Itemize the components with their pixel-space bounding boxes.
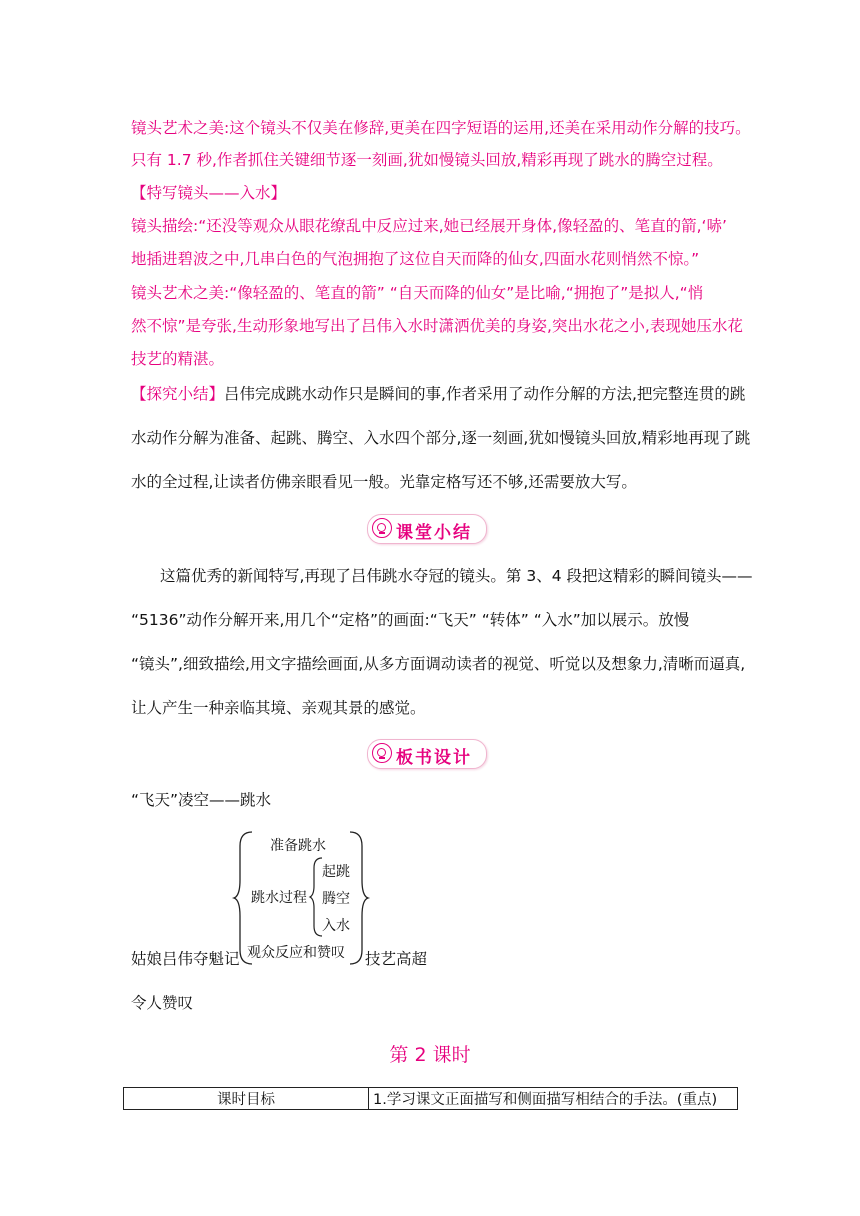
closeup-desc-line-1: 镜头描绘:“还没等观众从眼花缭乱中反应过来,她已经展开身体,像轻盈的、笔直的箭,‘哧’ xyxy=(131,217,727,235)
class-summary-line-3: “镜头”,细致描绘,用文字描绘画面,从多方面调动读者的视觉、听觉以及想象力,清晰而逼真, xyxy=(131,655,746,673)
art-beauty-line-2: 只有 1.7 秒,作者抓住关键细节逐一刻画,犹如慢镜头回放,精彩再现了跳水的腾空过程。 xyxy=(131,151,723,169)
art-beauty-line-1: 镜头艺术之美:这个镜头不仅美在修辞,更美在四字短语的运用,还美在采用动作分解的技巧。 xyxy=(131,119,751,137)
board-sub-item-takeoff: 起跳 xyxy=(322,864,350,880)
closeup-art-line-3: 技艺的精湛。 xyxy=(131,350,225,368)
closeup-art-line-2: 然不惊”是夸张,生动形象地写出了吕伟入水时潇洒优美的身姿,突出水花之小,表现她压水花 xyxy=(131,317,743,335)
summary-label: 【探究小结】 xyxy=(131,385,225,403)
lesson-goals-table xyxy=(123,1087,738,1110)
closeup-art-line-1: 镜头艺术之美:“像轻盈的、笔直的箭” “自天而降的仙女”是比喻,“拥抱了”是拟人,“悄 xyxy=(131,284,704,302)
board-sub-item-flight: 腾空 xyxy=(322,891,350,907)
class-summary-line-4: 让人产生一种亲临其境、亲观其景的感觉。 xyxy=(131,699,426,717)
board-sub-item-entry: 入水 xyxy=(322,918,350,934)
summary-text-1: 吕伟完成跳水动作只是瞬间的事,作者采用了动作分解的方法,把完整连贯的跳 xyxy=(224,385,746,403)
outer-right-brace xyxy=(350,832,368,964)
board-left-label: 姑娘吕伟夺魁记 xyxy=(131,950,240,968)
board-design-badge-label: 板书设计 xyxy=(396,748,472,768)
board-item-audience: 观众反应和赞叹 xyxy=(247,945,345,961)
class-summary-badge-label: 课堂小结 xyxy=(396,523,472,543)
summary-line-3: 水的全过程,让读者仿佛亲眼看见一般。光靠定格写还不够,还需要放大写。 xyxy=(131,473,637,491)
board-item-process: 跳水过程 xyxy=(251,890,307,906)
summary-line-2: 水动作分解为准备、起跳、腾空、入水四个部分,逐一刻画,犹如慢镜头回放,精彩地再现了跳 xyxy=(131,429,751,447)
board-title: “飞天”凌空——跳水 xyxy=(131,791,272,809)
closeup-heading: 【特写镜头——入水】 xyxy=(131,184,287,202)
class-summary-line-1: 这篇优秀的新闻特写,再现了吕伟跳水夺冠的镜头。第 3、4 段把这精彩的瞬间镜头—— xyxy=(160,567,753,585)
board-right-label-2: 令人赞叹 xyxy=(131,994,194,1012)
table-cell-goal-label: 课时目标 xyxy=(124,1088,369,1110)
closeup-desc-line-2: 地插进碧波之中,几串白色的气泡拥抱了这位自天而降的仙女,四面水花则悄然不惊。” xyxy=(131,250,700,268)
inner-left-brace xyxy=(310,858,322,936)
class-summary-line-2: “5136”动作分解开来,用几个“定格”的画面:“飞天” “转体” “入水”加以展示。放慢 xyxy=(131,611,690,629)
table-cell-goal-text: 1.学习课文正面描写和侧面描写相结合的手法。(重点) xyxy=(369,1088,738,1110)
table-row xyxy=(124,1088,738,1110)
board-item-prepare: 准备跳水 xyxy=(270,838,326,854)
lesson2-heading: 第 2 课时 xyxy=(389,1044,471,1066)
board-right-label-1: 技艺高超 xyxy=(365,950,428,968)
